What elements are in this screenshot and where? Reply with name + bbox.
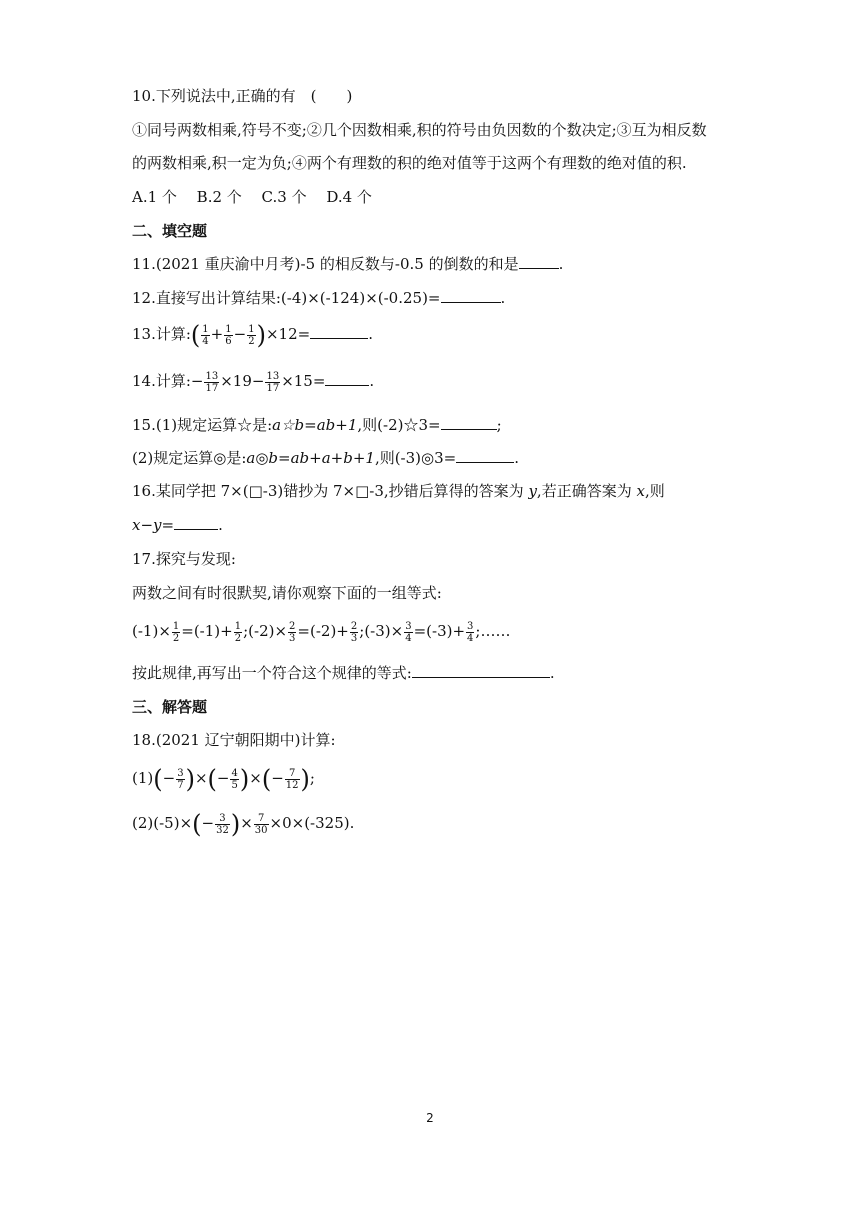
q18-part2: (2)(-5)×(− $\frac{3}{32}$ )× $\frac{7}{30}$ ×0×(-325). <box>132 809 355 839</box>
q17-end: . <box>549 664 555 682</box>
q14-mid: ×19− <box>220 372 265 390</box>
fraction: $\frac{3}{7}$ <box>177 767 184 791</box>
q10-line1: ①同号两数相乘,符号不变;②几个因数相乘,积的符号由负因数的个数决定;③互为相反数 <box>132 121 707 139</box>
question-16-line1 <box>132 480 665 502</box>
fraction: $\frac{1}{6}$ <box>225 323 232 347</box>
q12-end: . <box>500 289 506 307</box>
right-paren: ) <box>256 320 266 350</box>
q15-2-formula: a◎b=ab+a+b+1 <box>246 449 375 467</box>
question-14 <box>132 370 374 394</box>
fraction: $\frac{3}{4}$ <box>467 620 474 644</box>
fraction: $\frac{1}{2}$ <box>248 323 255 347</box>
answer-blank <box>519 254 559 269</box>
question-15-part2 <box>132 447 519 469</box>
minus-sign: − <box>233 325 247 343</box>
answer-blank <box>310 324 368 339</box>
fraction: $\frac{3}{32}$ <box>216 812 229 836</box>
q18-part1: (1)(− $\frac{3}{7}$ )×(− $\frac{4}{5}$ )×(− $\frac{7}{12}$ ); <box>132 764 315 794</box>
q16-text: 16.某同学把 7×(□-3)错抄为 7×□-3,抄错后算得的答案为 <box>132 482 529 500</box>
fraction: $\frac{1}{4}$ <box>202 323 209 347</box>
q17-task-text: 按此规律,再写出一个符合这个规律的等式: <box>132 664 412 682</box>
fraction: $\frac{1}{2}$ <box>172 620 180 644</box>
q17-task <box>132 662 555 684</box>
q15-2-text: (2)规定运算◎是: <box>132 449 247 467</box>
var-y: y <box>528 482 537 500</box>
q13-end: . <box>368 325 373 343</box>
q17-intro: 两数之间有时很默契,请你观察下面的一组等式: <box>132 584 442 602</box>
question-16-line2 <box>132 514 223 536</box>
fraction: $\frac{7}{30}$ <box>254 812 268 836</box>
q16-tail: ,则 <box>644 482 665 500</box>
q15-2-end: . <box>514 449 520 467</box>
q17-title: 17.探究与发现: <box>132 550 236 568</box>
answer-blank <box>174 515 218 530</box>
answer-blank <box>412 663 550 678</box>
q11-end: . <box>558 255 564 273</box>
q11-text: 11.(2021 重庆渝中月考)-5 的相反数与-0.5 的倒数的和是 <box>132 255 519 273</box>
fraction: $\frac{13}{17}$ <box>205 370 219 394</box>
answer-blank <box>325 371 369 386</box>
q15-1-tail: ,则(-2)☆3= <box>357 416 441 434</box>
q15-1-end: ; <box>496 416 502 434</box>
q10-stem: 10.下列说法中,正确的有 ( ) <box>132 87 353 105</box>
fraction: $\frac{13}{17}$ <box>266 370 280 394</box>
q16-expression: x−y= <box>132 516 175 534</box>
var-x: x <box>636 482 645 500</box>
fraction: $\frac{4}{5}$ <box>231 767 238 791</box>
section-heading-fill-in: 二、填空题 <box>132 222 208 240</box>
left-paren: ( <box>190 320 201 350</box>
answer-blank <box>456 448 514 463</box>
q13-text: 13.计算: <box>132 325 191 343</box>
q15-1-formula: a☆b=ab+1 <box>272 416 358 434</box>
q13-times: ×12= <box>265 325 311 343</box>
plus-sign: + <box>210 325 224 343</box>
fraction: $\frac{1}{2}$ <box>234 620 242 644</box>
q15-2-tail: ,则(-3)◎3= <box>374 449 457 467</box>
question-12 <box>132 287 505 309</box>
q12-text: 12.直接写出计算结果:(-4)×(-124)×(-0.25)= <box>132 289 441 307</box>
q10-options: A.1 个 B.2 个 C.3 个 D.4 个 <box>132 188 372 206</box>
q16-end: . <box>218 516 223 534</box>
question-11 <box>132 253 563 275</box>
q14-text: 14.计算:− <box>132 372 204 390</box>
fraction: $\frac{2}{3}$ <box>289 620 296 644</box>
fraction: $\frac{7}{12}$ <box>285 767 299 791</box>
page-number: 2 <box>426 1111 434 1125</box>
q17-equations: (-1)× $\frac{1}{2}$ =(-1)+ $\frac{1}{2}$ ;(-2)× $\frac{2}{3}$ =(-2)+ $\frac{2}{3}$ ;(-3)× $\frac{3}{4}$ =(-3)+ $\frac{3}{4}$ ;…… <box>132 620 511 644</box>
q15-1-text: 15.(1)规定运算☆是: <box>132 416 273 434</box>
fraction: $\frac{3}{4}$ <box>405 620 412 644</box>
fraction: $\frac{2}{3}$ <box>350 620 358 644</box>
question-13 <box>132 322 373 348</box>
answer-blank <box>441 288 501 303</box>
q14-end: . <box>369 372 375 390</box>
section-heading-solve: 三、解答题 <box>132 698 208 716</box>
answer-blank <box>441 415 497 430</box>
q14-tail: ×15= <box>281 372 326 390</box>
q16-mid: ,若正确答案为 <box>536 482 637 500</box>
q18-title: 18.(2021 辽宁朝阳期中)计算: <box>132 731 336 749</box>
q10-line2: 的两数相乘,积一定为负;④两个有理数的积的绝对值等于这两个有理数的绝对值的积. <box>132 154 687 172</box>
question-15-part1 <box>132 414 502 436</box>
